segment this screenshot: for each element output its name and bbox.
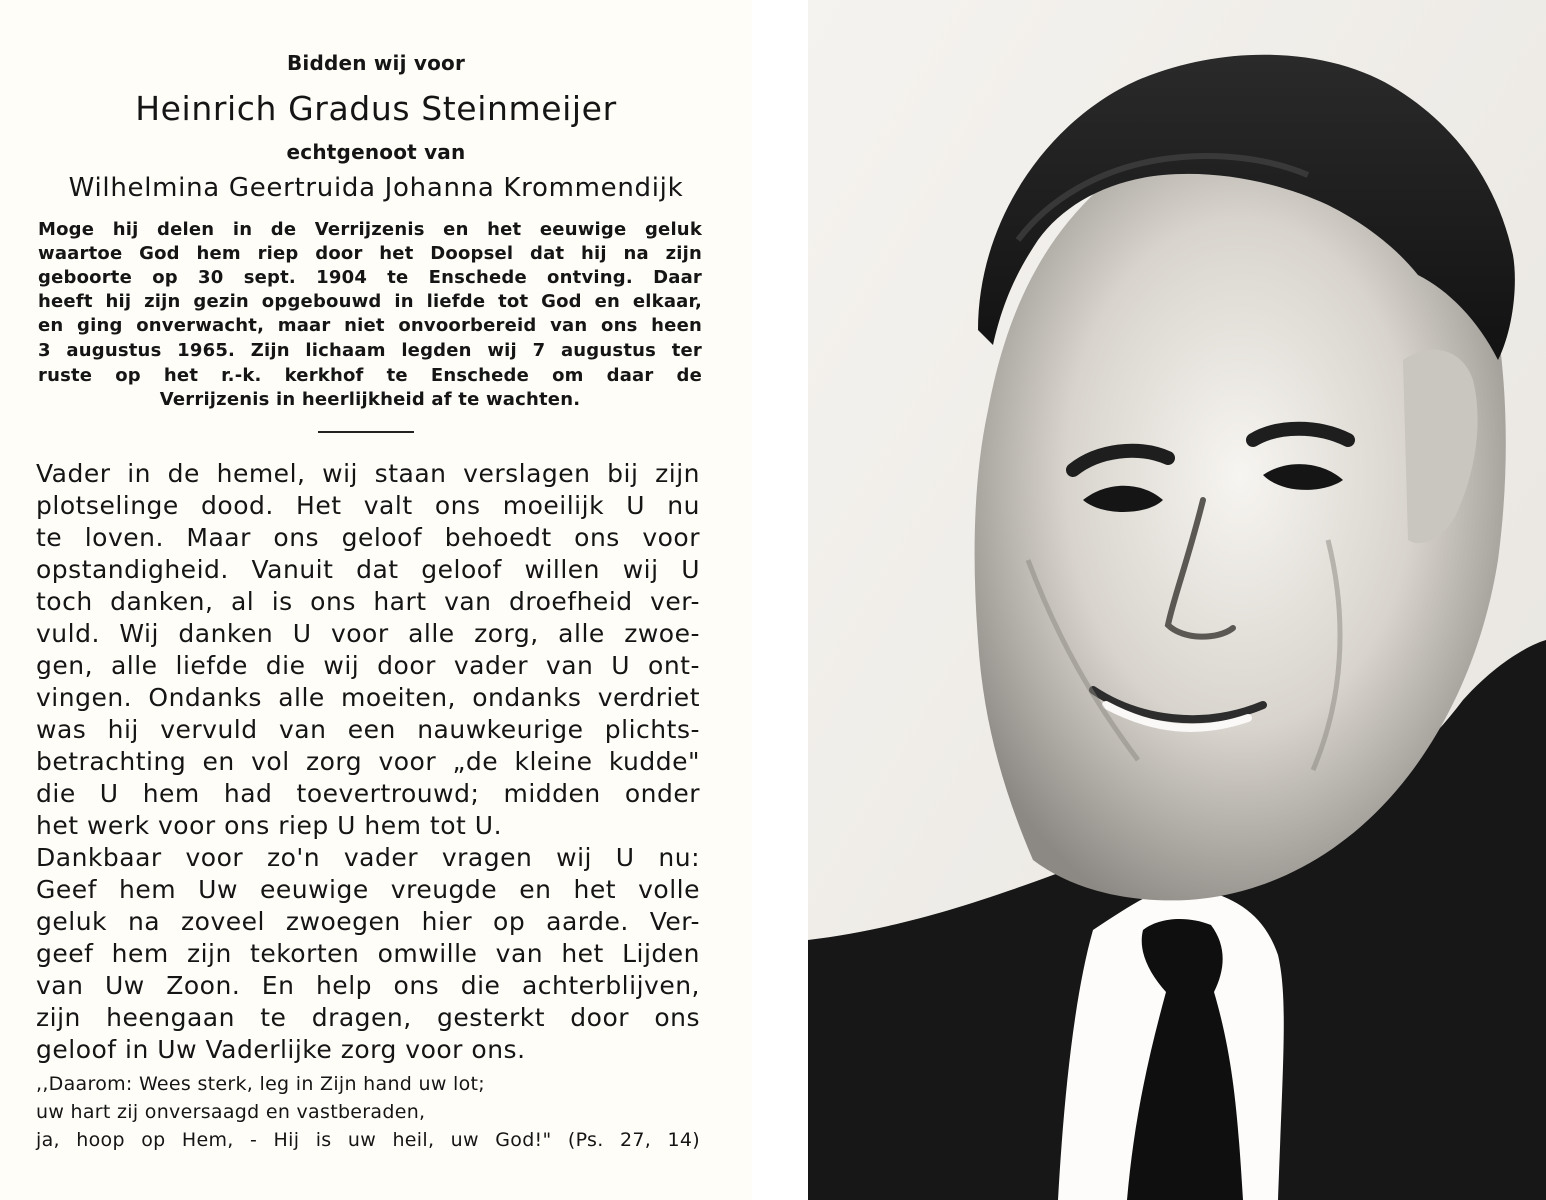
deceased-name: Heinrich Gradus Steinmeijer	[135, 89, 617, 128]
intro-line: heeft hij zijn gezin opgebouwd in liefde tot God en elkaar,	[38, 291, 702, 312]
prayer-line: die U hem had toevertrouwd; midden onder	[36, 779, 700, 808]
prayer-line: toch danken, al is ons hart van droefheid ver-	[36, 587, 700, 616]
portrait-drawing	[808, 0, 1546, 1200]
prayer-line: het werk voor ons riep U hem tot U.	[36, 811, 503, 840]
prayer-line: betrachting en vol zorg voor „de kleine kudde"	[36, 747, 700, 776]
divider-rule	[318, 431, 414, 433]
relation-text: echtgenoot van	[286, 140, 466, 164]
page-gutter	[752, 0, 808, 1200]
intro-line: Moge hij delen in de Verrijzenis en het eeuwige geluk	[38, 219, 702, 240]
prayer-line: geloof in Uw Vaderlijke zorg voor ons.	[36, 1035, 526, 1064]
prayer-line: vuld. Wij danken U voor alle zorg, alle zwoe-	[36, 619, 700, 648]
prayer-line: geef hem zijn tekorten omwille van het Lijden	[36, 939, 700, 968]
quote-line: ja, hoop op Hem, - Hij is uw heil, uw God!" (Ps. 27, 14)	[36, 1129, 700, 1151]
prayer-line: geluk na zoveel zwoegen hier op aarde. Ver-	[36, 907, 700, 936]
prayer-line: plotselinge dood. Het valt ons moeilijk U nu	[36, 491, 700, 520]
prayer-line: te loven. Maar ons geloof behoedt ons voor	[36, 523, 700, 552]
prayer-line: Geef hem Uw eeuwige vreugde en het volle	[36, 875, 700, 904]
intro-line: waartoe God hem riep door het Doopsel dat hij na zijn	[38, 243, 702, 264]
intro-line: Verrijzenis in heerlijkheid af te wachten.	[159, 389, 581, 410]
intro-line: geboorte op 30 sept. 1904 te Enschede ontving. Daar	[38, 267, 702, 288]
prayer-line: Vader in de hemel, wij staan verslagen bij zijn	[36, 459, 700, 488]
prayer-line: gen, alle liefde die wij door vader van U ont-	[36, 651, 700, 680]
heading: Bidden wij voor	[286, 51, 466, 75]
prayer-line: van Uw Zoon. En help ons die achterblijven,	[36, 971, 700, 1000]
intro-line: ruste op het r.-k. kerkhof te Enschede om daar de	[38, 365, 702, 386]
quote-line: ,,Daarom: Wees sterk, leg in Zijn hand uw lot;	[36, 1073, 485, 1095]
quote-line: uw hart zij onversaagd en vastberaden,	[36, 1101, 426, 1123]
spouse-name: Wilhelmina Geertruida Johanna Krommendijk	[68, 173, 684, 203]
prayer-line: vingen. Ondanks alle moeiten, ondanks verdriet	[36, 683, 700, 712]
portrait-photo	[808, 0, 1546, 1200]
text-panel	[0, 0, 753, 1200]
prayer-line: was hij vervuld van een nauwkeurige plichts-	[36, 715, 700, 744]
prayer-line: zijn heengaan te dragen, gesterkt door ons	[36, 1003, 700, 1032]
prayer-line: opstandigheid. Vanuit dat geloof willen wij U	[36, 555, 700, 584]
prayer-line: Dankbaar voor zo'n vader vragen wij U nu:	[36, 843, 700, 872]
intro-line: en ging onverwacht, maar niet onvoorbereid van ons heen	[38, 315, 702, 336]
intro-line: 3 augustus 1965. Zijn lichaam legden wij 7 augustus ter	[38, 340, 702, 361]
